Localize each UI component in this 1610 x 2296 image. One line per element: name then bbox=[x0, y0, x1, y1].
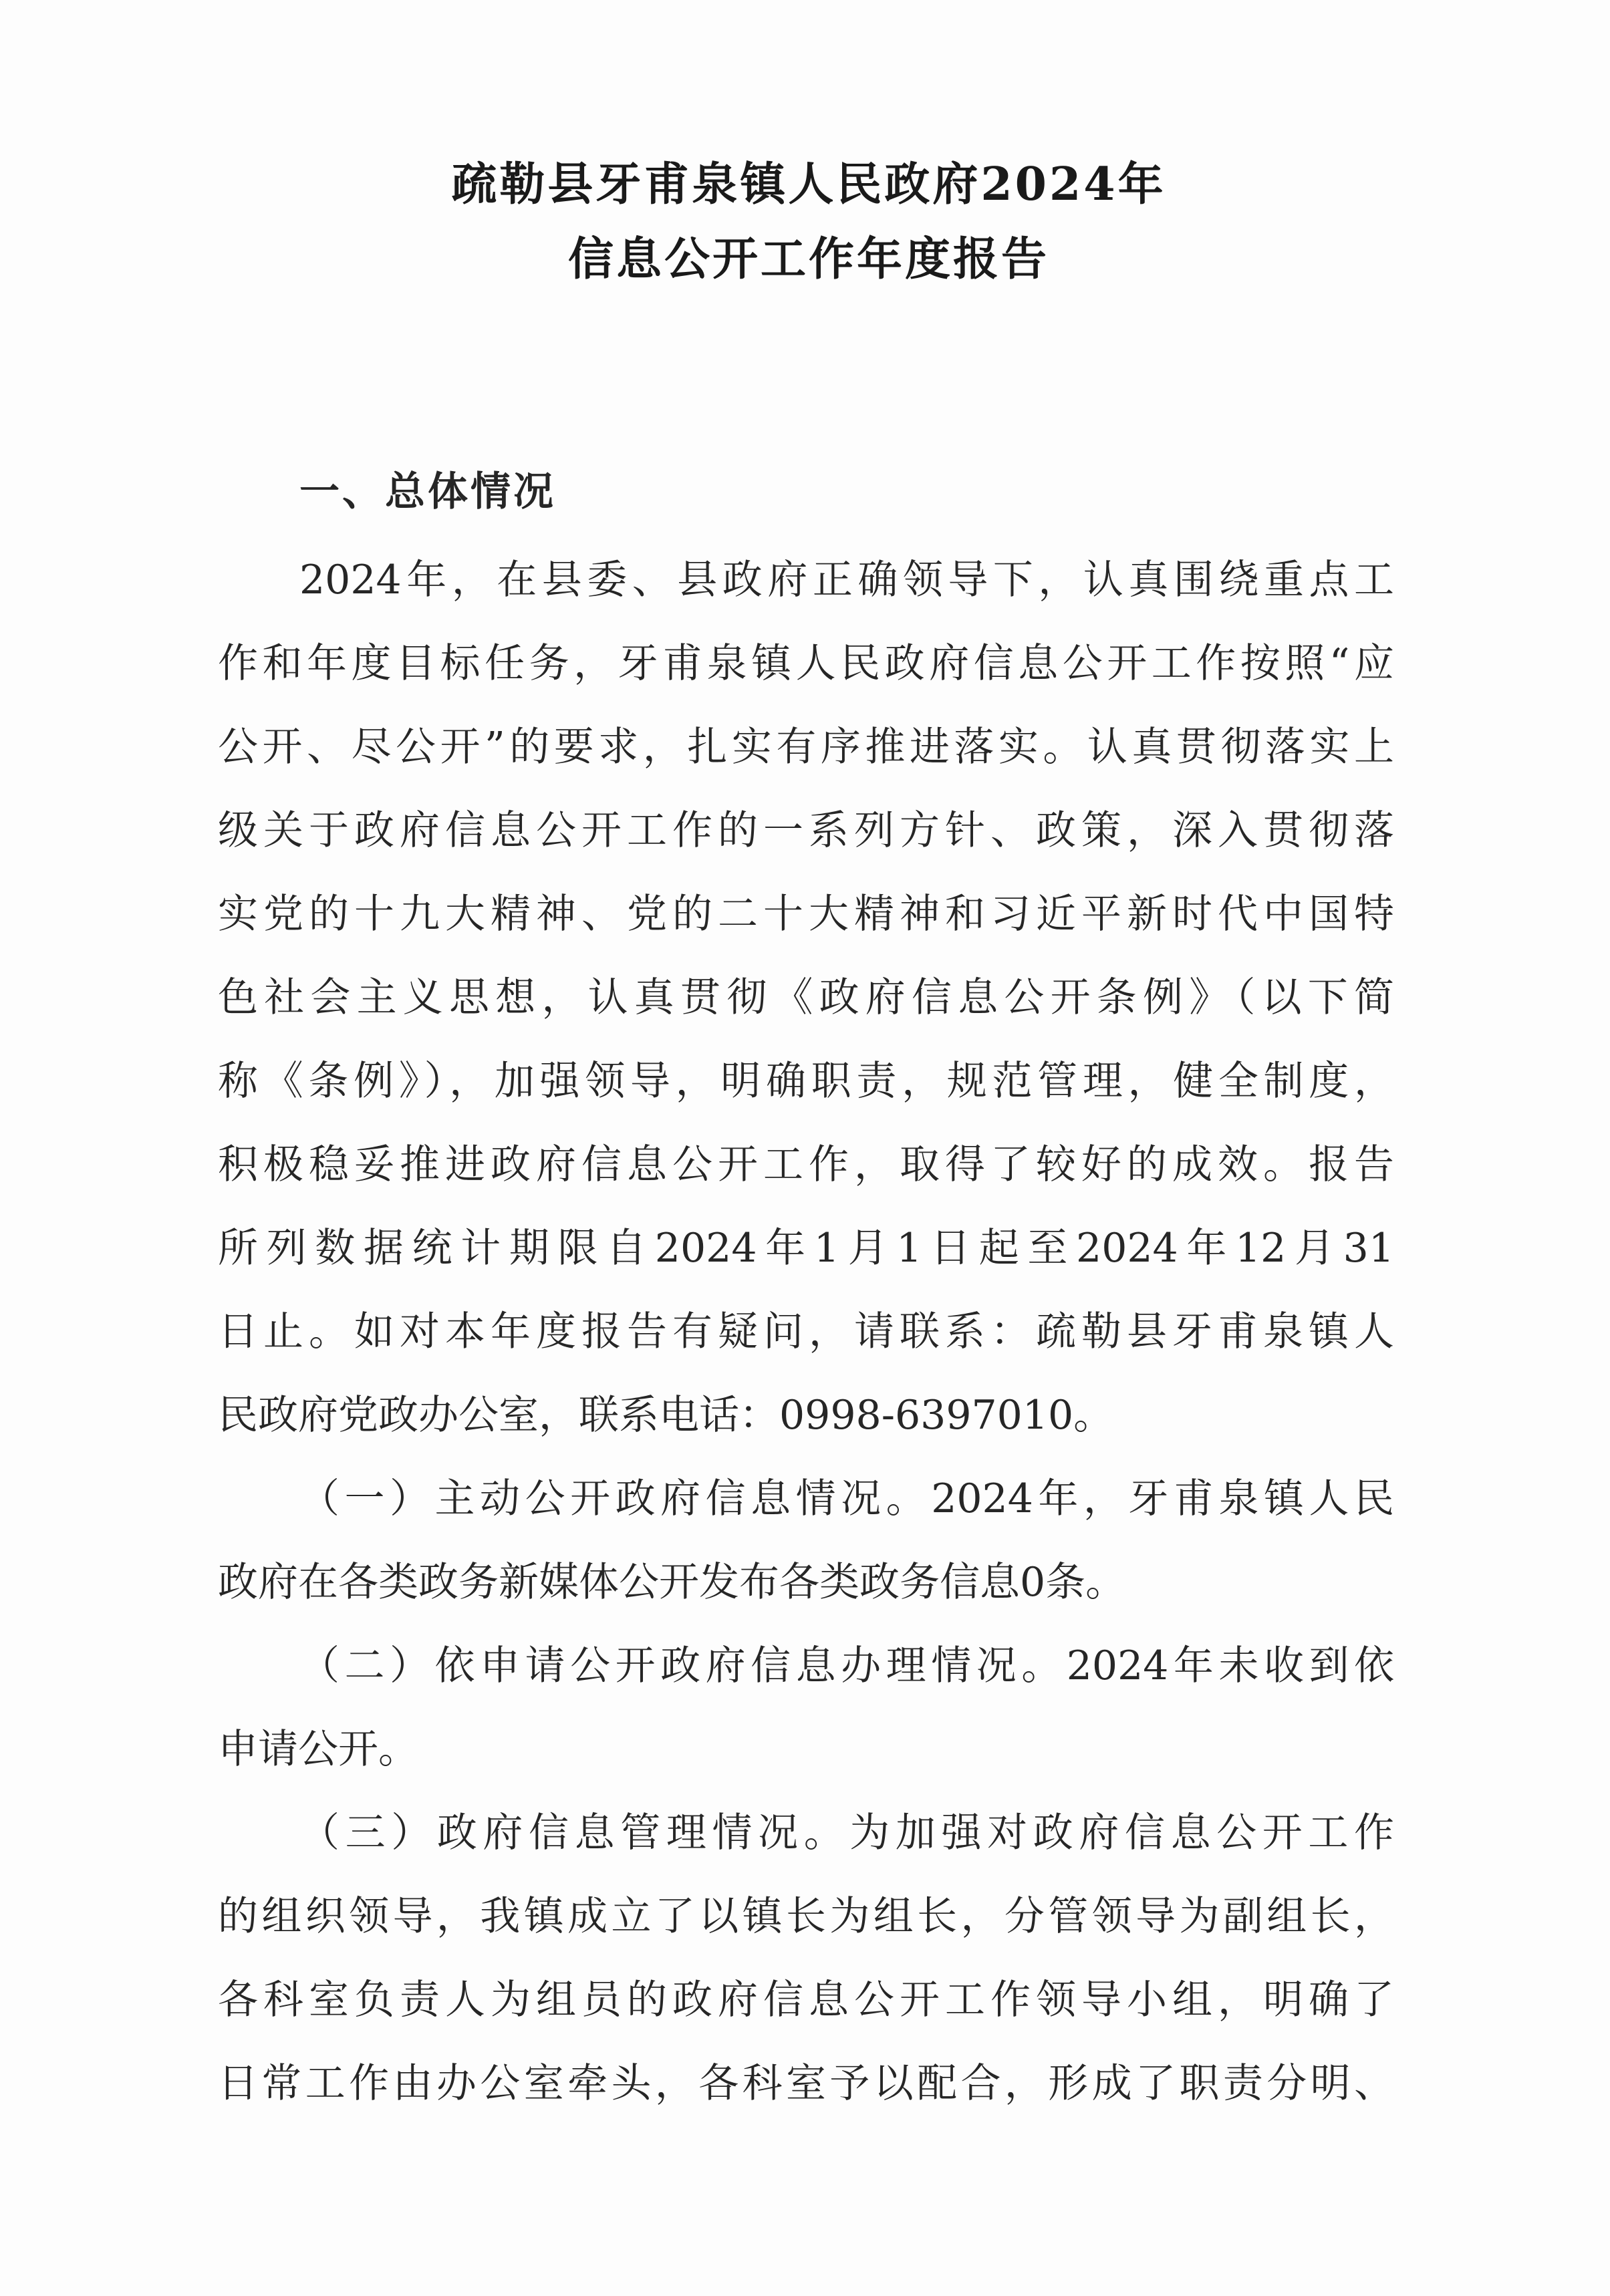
paragraph-line: 所列数据统计期限自2024年1月1日起至2024年12月31 bbox=[218, 1225, 1394, 1272]
subsection-line: （一）主动公开政府信息情况。2024年，牙甫泉镇人民 bbox=[299, 1475, 1394, 1522]
paragraph-line: 称《条例》），加强领导，明确职责，规范管理，健全制度， bbox=[218, 1058, 1394, 1105]
paragraph-line: 日常工作由办公室牵头，各科室予以配合，形成了职责分明、 bbox=[218, 2060, 1394, 2107]
paragraph-line: 日止。如对本年度报告有疑问，请联系：疏勒县牙甫泉镇人 bbox=[218, 1308, 1394, 1355]
paragraph-line: 政府在各类政务新媒体公开发布各类政务信息0条。 bbox=[218, 1559, 1126, 1606]
paragraph-line: 色社会主义思想，认真贯彻《政府信息公开条例》（以下简 bbox=[218, 974, 1394, 1021]
paragraph-line: 公开、尽公开”的要求，扎实有序推进落实。认真贯彻落实上 bbox=[218, 724, 1394, 770]
subsection-line: （二）依申请公开政府信息办理情况。2024年未收到依 bbox=[299, 1642, 1394, 1689]
paragraph-line: 的组织领导，我镇成立了以镇长为组长，分管领导为副组长， bbox=[218, 1893, 1394, 1940]
subsection-line: （三）政府信息管理情况。为加强对政府信息公开工作 bbox=[299, 1810, 1394, 1856]
paragraph-line: 作和年度目标任务，牙甫泉镇人民政府信息公开工作按照“应 bbox=[218, 640, 1394, 687]
paragraph-line: 积极稳妥推进政府信息公开工作，取得了较好的成效。报告 bbox=[218, 1141, 1394, 1188]
paragraph-line: 实党的十九大精神、党的二十大精神和习近平新时代中国特 bbox=[218, 891, 1394, 938]
paragraph-line: 申请公开。 bbox=[218, 1726, 418, 1773]
title-line-1: 疏勒县牙甫泉镇人民政府2024年 bbox=[451, 158, 1166, 211]
title-line-2: 信息公开工作年度报告 bbox=[567, 233, 1049, 286]
paragraph-line: 级关于政府信息公开工作的一系列方针、政策，深入贯彻落 bbox=[218, 807, 1394, 854]
paragraph-line: 民政府党政办公室，联系电话：0998-6397010。 bbox=[218, 1392, 1114, 1439]
paragraph-line: 各科室负责人为组员的政府信息公开工作领导小组，明确了 bbox=[218, 1977, 1394, 2023]
paragraph-line: 2024年，在县委、县政府正确领导下，认真围绕重点工 bbox=[299, 557, 1394, 603]
section-heading-overview: 一、总体情况 bbox=[299, 468, 556, 515]
report-title bbox=[167, 147, 1450, 297]
